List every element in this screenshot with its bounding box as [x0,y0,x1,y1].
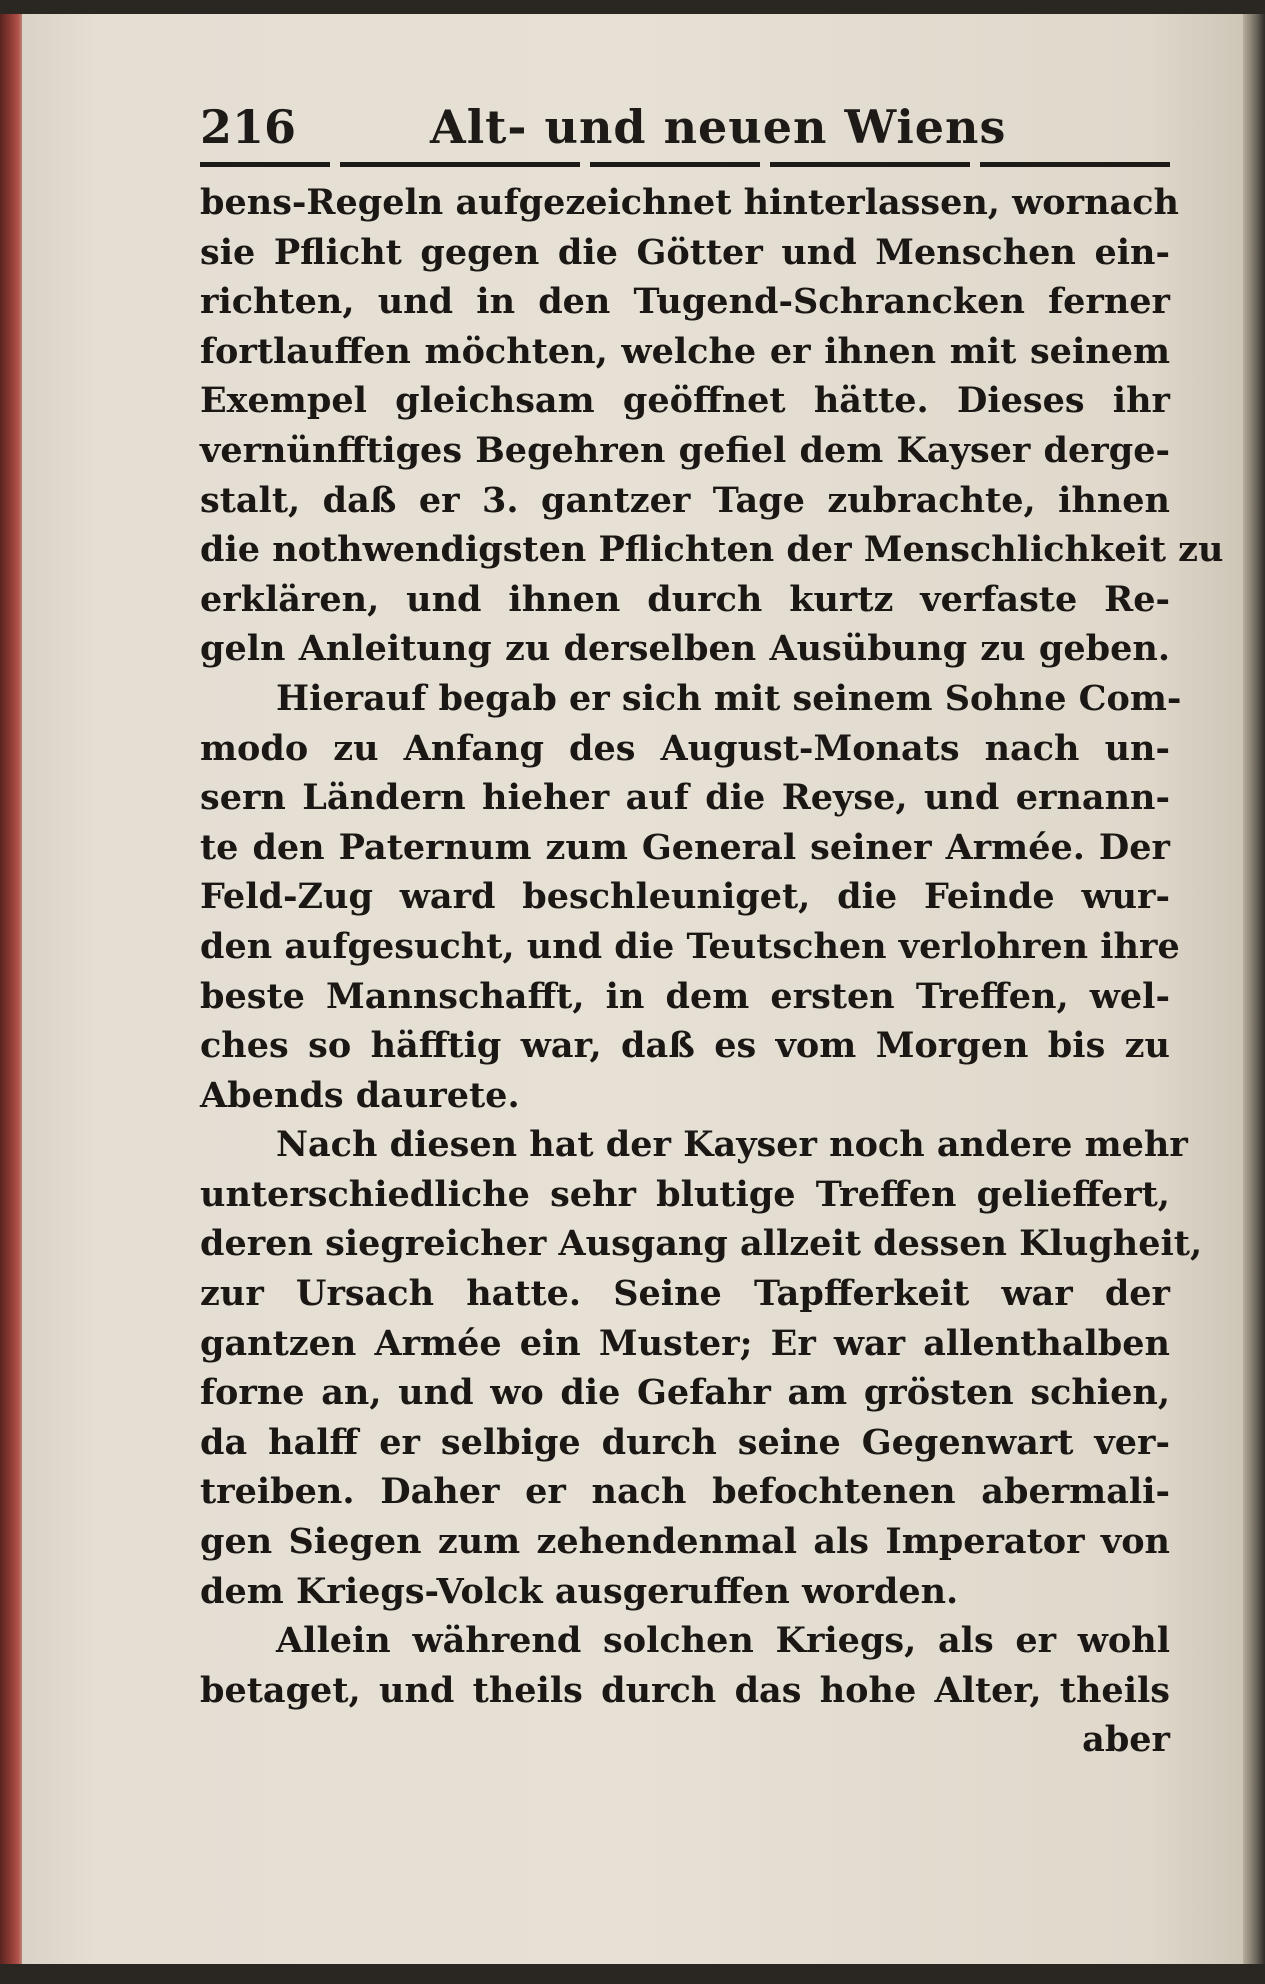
text-line: beste Mannschafft, in dem ersten Treffen, wel- [200,975,1170,1017]
header-rule [340,162,580,167]
catchword: aber [1082,1719,1170,1761]
text-line: Exempel gleichsam geöffnet hätte. Dieses ihr [200,380,1170,422]
header-rule [200,162,330,167]
text-line: fortlauffen möchten, welche er ihnen mit seinem [200,330,1170,372]
text-line: treiben. Daher er nach befochtenen abermali- [200,1471,1170,1513]
page-header [200,100,1170,166]
text-line: Hierauf begab er sich mit seinem Sohne Com- [276,677,1182,719]
text-line: sern Ländern hieher auf die Reyse, und ernann- [200,777,1170,819]
text-line: bens-Regeln aufgezeichnet hinterlassen, wornach [200,182,1179,223]
text-line: erklären, und ihnen durch kurtz verfaste Re- [200,578,1170,620]
header-rule [980,162,1170,167]
text-line: Feld-Zug ward beschleuniget, die Feinde wur- [200,876,1170,918]
text-line: geln Anleitung zu derselben Ausübung zu geben. [200,628,1170,670]
text-line: ches so häfftig war, daß es vom Morgen bis zu [200,1025,1170,1067]
text-line: Nach diesen hat der Kayser noch andere mehr [276,1124,1188,1166]
text-line: gen Siegen zum zehendenmal als Imperator von [200,1521,1170,1563]
text-line: vernünfftiges Begehren gefiel dem Kayser derge- [200,429,1170,471]
header-rule [590,162,760,167]
text-line: forne an, und wo die Gefahr am grösten schien, [200,1372,1170,1414]
text-line: zur Ursach hatte. Seine Tapfferkeit war der [200,1273,1170,1315]
text-line: te den Paternum zum General seiner Armée. Der [200,826,1170,868]
text-line: unterschiedliche sehr blutige Treffen gelieffert, [200,1173,1170,1215]
text-line: stalt, daß er 3. gantzer Tage zubrachte, ihnen [200,479,1170,521]
text-line: sie Pflicht gegen die Götter und Menschen ein- [200,231,1170,273]
text-line: Abends daurete. [200,1074,520,1116]
running-title: Alt- und neuen Wiens [430,100,1007,154]
text-line: deren siegreicher Ausgang allzeit dessen Klugheit, [200,1223,1203,1265]
text-line: Allein während solchen Kriegs, als er wohl [276,1620,1170,1662]
book-gutter-right [1243,14,1265,1964]
text-line: die nothwendigsten Pflichten der Menschlichkeit zu [200,529,1224,571]
text-line: modo zu Anfang des August-Monats nach un- [200,727,1170,769]
text-line: richten, und in den Tugend-Schrancken ferner [200,281,1170,323]
text-line: gantzen Armée ein Muster; Er war allenthalben [200,1322,1170,1364]
body-text [200,178,1224,1765]
text-line: den aufgesucht, und die Teutschen verlohren ihre [200,925,1180,967]
header-rule [770,162,970,167]
page-number: 216 [200,100,297,154]
text-line: da halff er selbige durch seine Gegenwart ver- [200,1421,1170,1463]
text-line: dem Kriegs-Volck ausgeruffen worden. [200,1570,959,1612]
text-line: betaget, und theils durch das hohe Alter, theils [200,1669,1170,1711]
